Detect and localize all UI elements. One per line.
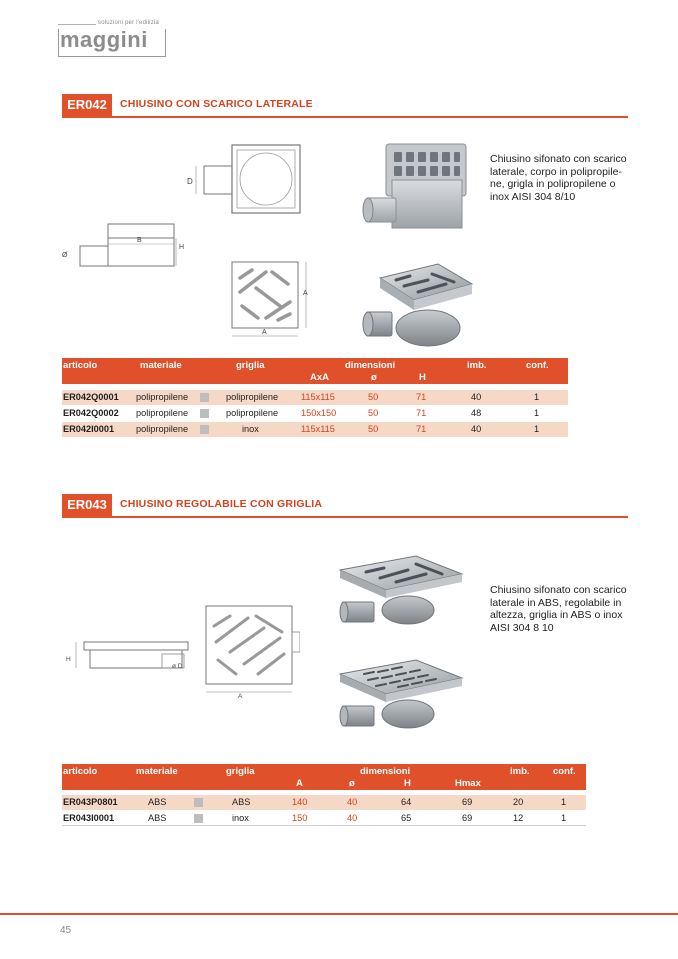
col-sub-o: ø <box>371 372 377 383</box>
section-code: ER043 <box>62 494 112 516</box>
section-code: ER042 <box>62 94 112 116</box>
col-sub-h: H <box>419 372 426 383</box>
er042-grate-drawing <box>226 258 316 342</box>
cell-conf: 1 <box>534 424 540 434</box>
cell-conf: 1 <box>534 392 540 402</box>
table-header <box>62 764 586 790</box>
desc-line: Chiusino sifonato con scarico <box>490 584 627 596</box>
col-conf: conf. <box>526 360 549 371</box>
cell-dim-h: 71 <box>416 424 427 434</box>
col-materiale: materiale <box>140 360 182 371</box>
table-row <box>62 390 568 405</box>
col-griglia: griglia <box>236 360 265 371</box>
col-conf: conf. <box>553 766 576 777</box>
desc-line: Chiusino sifonato con scarico <box>490 153 627 165</box>
er043-side-view-drawing <box>62 636 197 676</box>
section-title: CHIUSINO CON SCARICO LATERALE <box>120 98 313 110</box>
col-imb: imb. <box>510 766 530 777</box>
color-swatch <box>200 409 209 418</box>
cell-griglia: polipropilene <box>226 392 279 402</box>
er042-top-view-drawing <box>180 140 310 220</box>
table-row <box>62 406 568 421</box>
cell-materiale: polipropilene <box>136 408 189 418</box>
cell-materiale: ABS <box>148 813 167 823</box>
cell-materiale: polipropilene <box>136 424 189 434</box>
logo-tagline: soluzioni per l'edilizia <box>98 20 159 26</box>
col-imb: imb. <box>467 360 487 371</box>
cell-dim-axa: 115x115 <box>301 424 335 434</box>
dim-label-a-side: A <box>303 290 308 297</box>
er043-table <box>62 764 586 830</box>
footer-rule <box>0 913 678 915</box>
col-sub-axa: AxA <box>310 372 330 383</box>
cell-articolo: ER042Q0002 <box>63 408 119 418</box>
cell-dim-a: 150 <box>292 813 308 823</box>
er042-product-photo-steel <box>358 262 476 350</box>
er043-grate-drawing <box>200 602 300 702</box>
desc-line: inox AISI 304 8/10 <box>490 190 576 203</box>
cell-griglia: inox <box>242 424 259 434</box>
cell-conf: 1 <box>534 408 540 418</box>
er042-table <box>62 358 568 438</box>
dim-label-a-bottom: A <box>262 329 267 336</box>
col-sub-hmax: Hmax <box>455 778 481 789</box>
cell-dim-hmax: 69 <box>462 797 473 807</box>
desc-line: ne, grigla in polipropilene o <box>490 178 616 190</box>
cell-conf: 1 <box>561 797 567 807</box>
col-sub-h: H <box>404 778 411 789</box>
col-griglia: griglia <box>226 766 255 777</box>
col-sub-a: A <box>296 778 303 789</box>
cell-materiale: polipropilene <box>136 392 189 402</box>
color-swatch <box>200 393 209 402</box>
section-header-er042 <box>62 94 628 118</box>
cell-imb: 48 <box>471 408 482 418</box>
cell-imb: 40 <box>471 392 482 402</box>
page-number: 45 <box>60 925 72 936</box>
cell-imb: 20 <box>513 797 524 807</box>
maggini-logo <box>58 20 168 60</box>
dim-label-o: Ø <box>62 252 68 259</box>
desc-line: AISI 304 8 10 <box>490 621 554 634</box>
table-row <box>62 422 568 437</box>
logo-rule <box>58 24 96 25</box>
cell-articolo: ER042Q0001 <box>63 392 119 402</box>
cell-dim-h: 64 <box>401 797 412 807</box>
cell-dim-a: 140 <box>292 797 308 807</box>
col-dimensioni: dimensioni <box>360 766 411 777</box>
col-dimensioni: dimensioni <box>345 360 396 371</box>
cell-imb: 40 <box>471 424 482 434</box>
cell-dim-o: 50 <box>368 408 379 418</box>
table-row <box>62 811 586 826</box>
cell-dim-h: 71 <box>416 408 427 418</box>
cell-articolo: ER043P0801 <box>63 797 118 807</box>
dim-label-h: H <box>179 244 185 251</box>
cell-dim-o: 40 <box>347 797 358 807</box>
dim-label-a: A <box>238 693 243 700</box>
cell-dim-h: 65 <box>401 813 412 823</box>
cell-griglia: ABS <box>232 797 251 807</box>
color-swatch <box>194 798 203 807</box>
cell-articolo: ER042I0001 <box>63 424 115 434</box>
cell-dim-o: 40 <box>347 813 358 823</box>
desc-line: altezza, griglia in ABS o inox <box>490 609 623 621</box>
cell-griglia: polipropilene <box>226 408 279 418</box>
er042-side-view-drawing <box>58 220 188 275</box>
cell-dim-axa: 115x115 <box>301 392 335 402</box>
desc-line: laterale, corpo in polipropile- <box>490 165 622 178</box>
cell-conf: 1 <box>561 813 567 823</box>
dim-label-od: ø D <box>172 663 183 670</box>
color-swatch <box>194 814 203 823</box>
section-title: CHIUSINO REGOLABILE CON GRIGLIA <box>120 498 323 510</box>
col-articolo: articolo <box>63 360 98 371</box>
desc-line: laterale in ABS, regolabile in <box>490 596 622 609</box>
dim-label-b: B <box>137 237 142 244</box>
er042-product-photo-plastic <box>358 140 476 232</box>
dim-label-d: D <box>187 177 193 186</box>
cell-materiale: ABS <box>148 797 167 807</box>
er043-description <box>490 584 630 634</box>
er043-product-photo-mesh <box>334 656 466 738</box>
cell-imb: 12 <box>513 813 524 823</box>
er042-description <box>490 153 630 203</box>
section-header-er043 <box>62 494 628 518</box>
cell-griglia: inox <box>232 813 249 823</box>
cell-dim-h: 71 <box>416 392 427 402</box>
cell-dim-o: 50 <box>368 392 379 402</box>
er043-product-photo-slotted <box>334 552 466 634</box>
col-materiale: materiale <box>136 766 178 777</box>
dim-label-h: H <box>66 656 71 663</box>
col-sub-o: ø <box>349 778 355 789</box>
table-header <box>62 358 568 384</box>
col-articolo: articolo <box>63 766 98 777</box>
cell-dim-o: 50 <box>368 424 379 434</box>
cell-articolo: ER043I0001 <box>63 813 115 823</box>
color-swatch <box>200 425 209 434</box>
table-row <box>62 795 586 810</box>
cell-dim-axa: 150x150 <box>301 408 337 418</box>
cell-dim-hmax: 69 <box>462 813 473 823</box>
logo-wordmark: maggini <box>60 27 148 52</box>
